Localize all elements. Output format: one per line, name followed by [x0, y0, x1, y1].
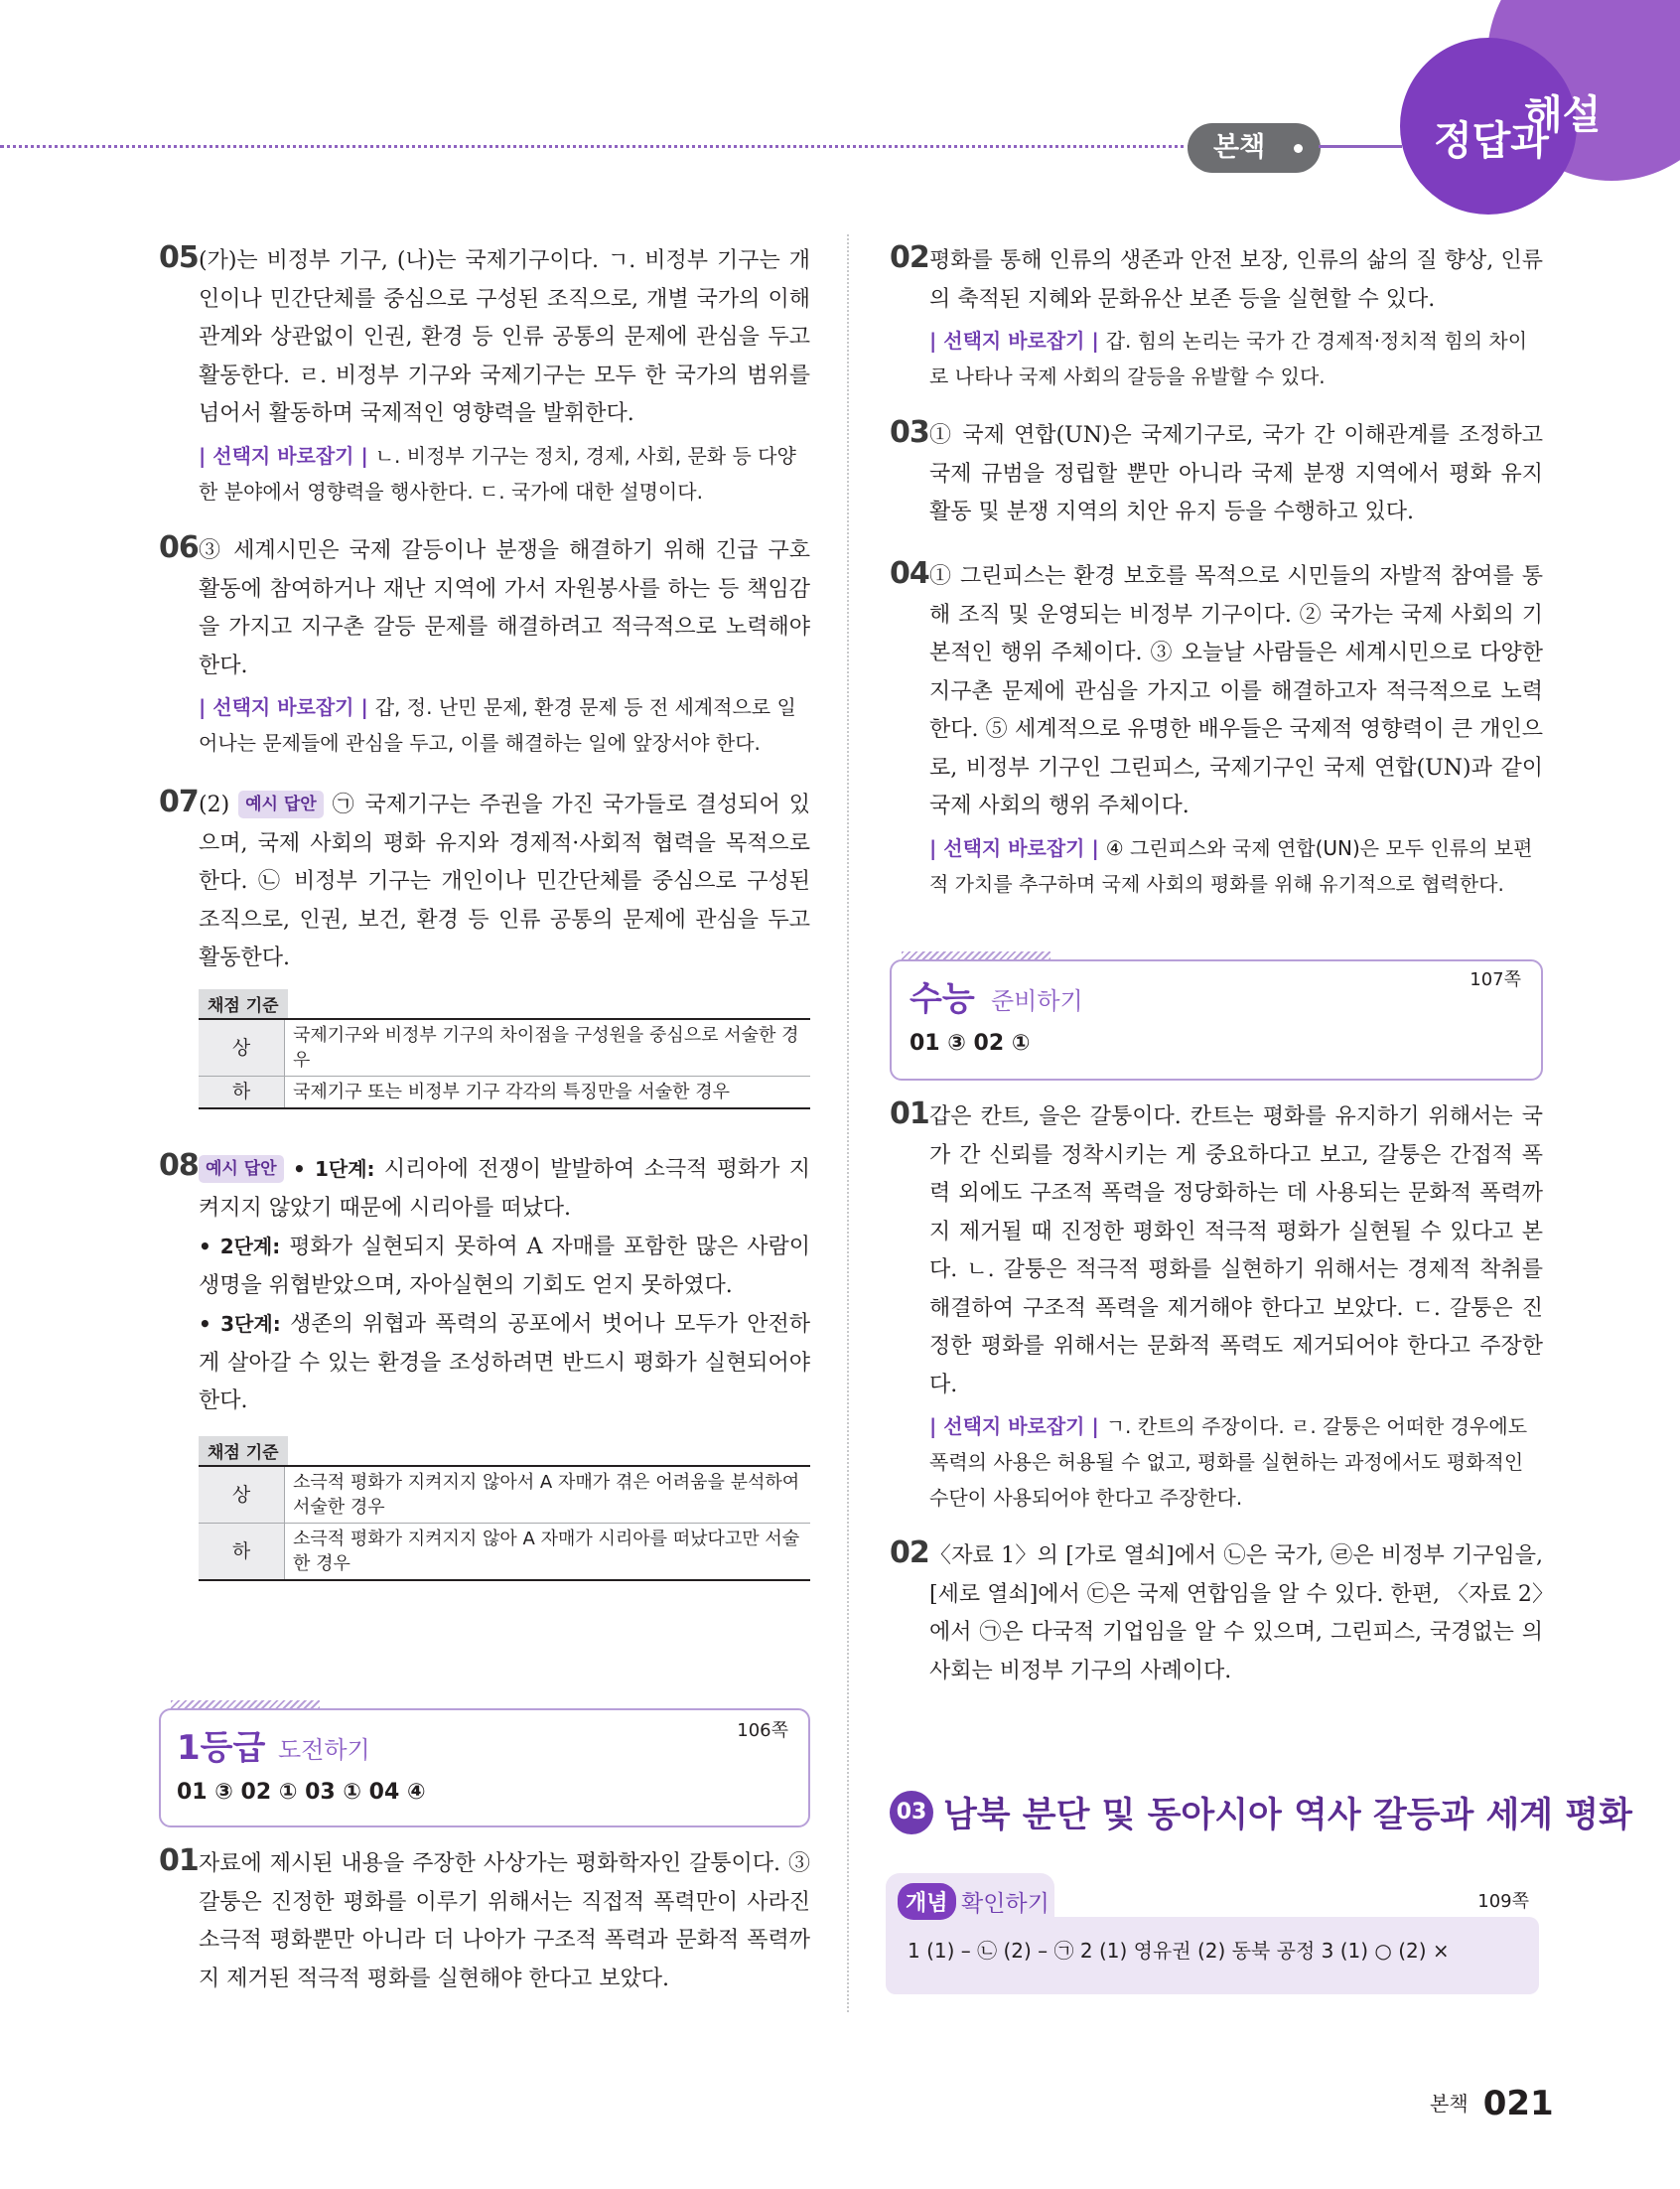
concept-label: 확인하기 — [961, 1891, 1050, 1917]
question-01-grade1 — [159, 1845, 810, 1998]
section-title: 남북 분단 및 동아시아 역사 갈등과 세계 평화 — [943, 1796, 1632, 1835]
question-number: 06 — [159, 530, 199, 565]
question-number: 04 — [890, 556, 929, 591]
question-explanation: 〈자료 1〉의 [가로 열쇠]에서 ㉡은 국가, ㉣은 비정부 기구임을, [세로 열쇠]에서 ㉢은 국제 연합임을 알 수 있다. 한편, 〈자료 2〉에서 ㉠은 다국적 기업임을 알 수 있으며, 그린피스, 국경없는 의사회는 비정부 기구의 사례이다. — [929, 1543, 1543, 1683]
choice-correction: | 선택지 바로잡기 | ④ 그린피스와 국제 연합(UN)은 모두 인류의 보편적 가치를 추구하며 국제 사회의 평화를 위해 유기적으로 협력한다. — [929, 835, 1533, 896]
question-explanation — [199, 1150, 810, 1421]
question-number: 08 — [159, 1148, 199, 1183]
step-text: 시리아에 전쟁이 발발하여 소극적 평화가 지켜지지 않았기 때문에 시리아를 떠났다. — [199, 1157, 810, 1221]
rubric-row — [199, 1077, 810, 1109]
suneung-answers: 01 ③ 02 ① — [910, 1031, 1031, 1056]
question-explanation: ① 국제 연합(UN)은 국제기구로, 국가 간 이해관계를 조정하고 국제 규범을 정립할 뿐만 아니라 국제 분쟁 지역에서 평화 유지 활동 및 분쟁 지역의 치안 유지 등을 수행하고 있다. — [929, 423, 1543, 524]
step-label: • 3단계: — [199, 1312, 281, 1336]
rubric-table-08 — [199, 1436, 810, 1581]
question-explanation: (가)는 비정부 기구, (나)는 국제기구이다. ㄱ. 비정부 기구는 개인이나 민간단체를 중심으로 구성된 조직으로, 개별 국가의 이해관계와 상관없이 인권, 환경 등 인류 공통의 문제에 관심을 두고 활동한다. ㄹ. 비정부 기구와 국제기구는 모두 한 국가의 범위를 넘어서 활동하며 국제적인 영향력을 발휘한다. — [199, 248, 810, 426]
question-number: 02 — [890, 1535, 929, 1570]
box-hatch — [902, 951, 1050, 959]
page-number: 021 — [1482, 2084, 1554, 2123]
choice-correction-text: ㄱ. 칸트의 주장이다. ㄹ. 갈퉁은 어떠한 경우에도 폭력의 사용은 허용될 수 없고, 평화를 실현하는 과정에서도 평화적인 수단이 사용되어야 한다고 주장한다. — [929, 1414, 1528, 1510]
question-number: 05 — [159, 240, 199, 275]
choice-correction-tag: 선택지 바로잡기 — [943, 1414, 1085, 1438]
concept-answers: 1 (1) – ㉡ (2) – ㉠ 2 (1) 영유권 (2) 동북 공정 3 (1) ○ (2) × — [908, 1939, 1450, 1963]
grade1-box — [159, 1708, 810, 1827]
header-title-a: 정답과 — [1434, 118, 1549, 164]
question-explanation: 평화를 통해 인류의 생존과 안전 보장, 인류의 삶의 질 향상, 인류의 축적된 지혜와 문화유산 보존 등을 실현할 수 있다. — [929, 248, 1543, 312]
rubric-grade: 하 — [199, 1524, 285, 1581]
rubric-row — [199, 1467, 810, 1524]
header-book-label: 본책 — [1213, 132, 1266, 163]
choice-correction: | 선택지 바로잡기 | 갑. 힘의 논리는 국가 간 경제적·정치적 힘의 차이로 나타나 국제 사회의 갈등을 유발할 수 있다. — [929, 329, 1528, 388]
step-text: 평화가 실현되지 못하여 A 자매를 포함한 많은 사람이 생명을 위협받았으며, 자아실현의 기회도 얻지 못하였다. — [199, 1235, 810, 1298]
grade1-title: 1등급 — [177, 1728, 266, 1768]
suneung-page: 107쪽 — [1470, 969, 1521, 990]
choice-correction-tag: 선택지 바로잡기 — [943, 329, 1085, 353]
question-number: 01 — [159, 1843, 199, 1878]
choice-correction-text: 갑. 힘의 논리는 국가 간 경제적·정치적 힘의 차이로 나타나 국제 사회의 갈등을 유발할 수 있다. — [929, 329, 1528, 388]
concept-page: 109쪽 — [1477, 1891, 1529, 1912]
rubric-table-07 — [199, 989, 810, 1109]
choice-correction-text: 갑, 정. 난민 문제, 환경 문제 등 전 세계적으로 일어나는 문제들에 관심을 두고, 이를 해결하는 일에 앞장서야 한다. — [199, 695, 796, 755]
question-06 — [159, 532, 810, 761]
rubric-grade: 하 — [199, 1077, 285, 1109]
header-line — [1319, 145, 1402, 148]
suneung-subtitle: 준비하기 — [991, 987, 1083, 1015]
header-book-pill — [1188, 123, 1321, 173]
choice-correction-tag: 선택지 바로잡기 — [212, 695, 354, 719]
box-hatch — [171, 1700, 320, 1708]
example-answer-text: ㉠ 국제기구는 주권을 가진 국가들로 결성되어 있으며, 국제 사회의 평화 유지와 경제적·사회적 협력을 목적으로 한다. ㉡ 비정부 기구는 개인이나 민간단체를 중심으로 구성된 조직으로, 인권, 보건, 환경 등 인류 공통의 문제에 관심을 두고 활동한다. — [199, 793, 810, 970]
rubric-criterion: 국제기구 또는 비정부 기구 각각의 특징만을 서술한 경우 — [285, 1077, 811, 1109]
sub-question-label: (2) — [199, 793, 230, 817]
rubric-title: 채점 기준 — [199, 1436, 288, 1465]
rubric-criterion: 소극적 평화가 지켜지지 않아서 A 자매가 겪은 어려움을 분석하여 서술한 경우 — [285, 1467, 811, 1524]
question-number: 01 — [890, 1096, 929, 1131]
rubric-grade: 상 — [199, 1467, 285, 1524]
section-number-badge: 03 — [890, 1791, 933, 1834]
rubric-grade: 상 — [199, 1020, 285, 1077]
question-number: 03 — [890, 415, 929, 450]
example-answer-badge: 예시 답안 — [199, 1155, 284, 1183]
grade1-subtitle: 도전하기 — [278, 1736, 370, 1764]
step-label: • 1단계: — [292, 1157, 375, 1181]
question-04 — [890, 558, 1543, 902]
question-03 — [890, 417, 1543, 532]
suneung-box — [890, 959, 1543, 1081]
concept-check-box — [886, 1873, 1539, 1994]
question-explanation: 자료에 제시된 내용을 주장한 사상가는 평화학자인 갈퉁이다. ③ 갈퉁은 진정한 평화를 이루기 위해서는 직접적 폭력만이 사라진 소극적 평화뿐만 아니라 더 나아가 구조적 폭력과 문화적 폭력까지 제거된 적극적 평화를 실현해야 한다고 보았다. — [199, 1851, 810, 1991]
question-08 — [159, 1150, 810, 1421]
footer-book-label: 본책 — [1430, 2092, 1469, 2116]
choice-correction-tag: 선택지 바로잡기 — [943, 835, 1085, 860]
page-footer — [1430, 2084, 1554, 2123]
choice-correction-text: ④ 그린피스와 국제 연합(UN)은 모두 인류의 보편적 가치를 추구하며 국제 사회의 평화를 위해 유기적으로 협력한다. — [929, 835, 1533, 896]
question-01 — [890, 1098, 1543, 1516]
concept-tag: 개념 — [898, 1883, 956, 1920]
suneung-title: 수능 — [910, 979, 975, 1019]
question-number: 02 — [890, 240, 929, 275]
question-02-suneung — [890, 1537, 1543, 1690]
choice-correction-text: ㄴ. 비정부 기구는 정치, 경제, 사회, 문화 등 다양한 분야에서 영향력을 행사한다. ㄷ. 국가에 대한 설명이다. — [199, 443, 796, 504]
choice-correction: | 선택지 바로잡기 | 갑, 정. 난민 문제, 환경 문제 등 전 세계적으로 일어나는 문제들에 관심을 두고, 이를 해결하는 일에 앞장서야 한다. — [199, 695, 796, 755]
pill-dot — [1294, 144, 1303, 153]
question-explanation: ③ 세계시민은 국제 갈등이나 분쟁을 해결하기 위해 긴급 구호 활동에 참여하거나 재난 지역에 가서 자원봉사를 하는 등 책임감을 가지고 지구촌 갈등 문제를 해결하려고 적극적으로 노력해야 한다. — [199, 538, 810, 678]
question-02 — [890, 242, 1543, 394]
rubric-title: 채점 기준 — [199, 989, 288, 1018]
column-divider — [847, 234, 849, 2012]
question-07 — [159, 787, 810, 978]
step-label: • 2단계: — [199, 1235, 281, 1258]
example-answer-badge: 예시 답안 — [238, 791, 324, 818]
rubric-criterion: 소극적 평화가 지켜지지 않아 A 자매가 시리아를 떠났다고만 서술한 경우 — [285, 1524, 811, 1581]
question-explanation: ① 그린피스는 환경 보호를 목적으로 시민들의 자발적 참여를 통해 조직 및 운영되는 비정부 기구이다. ② 국가는 국제 사회의 기본적인 행위 주체이다. ③ 오늘날 사람들은 세계시민으로 다양한 지구촌 문제에 관심을 가지고 이를 해결하고자 적극적으로 노력한다. ⑤ 세계적으로 유명한 배우들은 국제적 영향력이 큰 개인으로, 비정부 기구인 그린피스, 국제기구인 국제 연합(UN)과 같이 국제 사회의 행위 주체이다. — [929, 564, 1543, 818]
grade1-answers: 01 ③ 02 ① 03 ① 04 ④ — [177, 1780, 426, 1805]
rubric-criterion: 국제기구와 비정부 기구의 차이점을 구성원을 중심으로 서술한 경우 — [285, 1020, 811, 1077]
question-number: 07 — [159, 785, 199, 819]
rubric-row — [199, 1524, 810, 1581]
question-05 — [159, 242, 810, 510]
question-explanation — [199, 787, 810, 978]
step-text: 생존의 위협과 폭력의 공포에서 벗어나 모두가 안전하게 살아갈 수 있는 환경을 조성하려면 반드시 평화가 실현되어야 한다. — [199, 1312, 810, 1413]
choice-correction-tag: 선택지 바로잡기 — [212, 443, 354, 468]
rubric-row — [199, 1020, 810, 1077]
header-title-b: 해설 — [1524, 92, 1602, 138]
choice-correction: | 선택지 바로잡기 | ㄱ. 칸트의 주장이다. ㄹ. 갈퉁은 어떠한 경우에도 폭력의 사용은 허용될 수 없고, 평화를 실현하는 과정에서도 평화적인 수단이 사용되어야 한다고 주장한다. — [929, 1414, 1528, 1510]
question-explanation: 갑은 칸트, 을은 갈퉁이다. 칸트는 평화를 유지하기 위해서는 국가 간 신뢰를 정착시키는 게 중요하다고 보고, 갈퉁은 간접적 폭력 외에도 구조적 폭력을 정당화하는 데 사용되는 문화적 폭력까지 제거될 때 진정한 평화인 적극적 평화가 실현될 수 있다고 본다. ㄴ. 갈퉁은 적극적 평화를 실현하기 위해서는 경제적 착취를 해결하여 구조적 폭력을 제거해야 한다고 보았다. ㄷ. 갈퉁은 진정한 평화를 위해서는 문화적 폭력도 제거되어야 한다고 주장한다. — [929, 1104, 1543, 1397]
grade1-page: 106쪽 — [737, 1720, 788, 1741]
choice-correction: | 선택지 바로잡기 | ㄴ. 비정부 기구는 정치, 경제, 사회, 문화 등 다양한 분야에서 영향력을 행사한다. ㄷ. 국가에 대한 설명이다. — [199, 443, 796, 504]
header-dotted-line — [0, 145, 1191, 148]
